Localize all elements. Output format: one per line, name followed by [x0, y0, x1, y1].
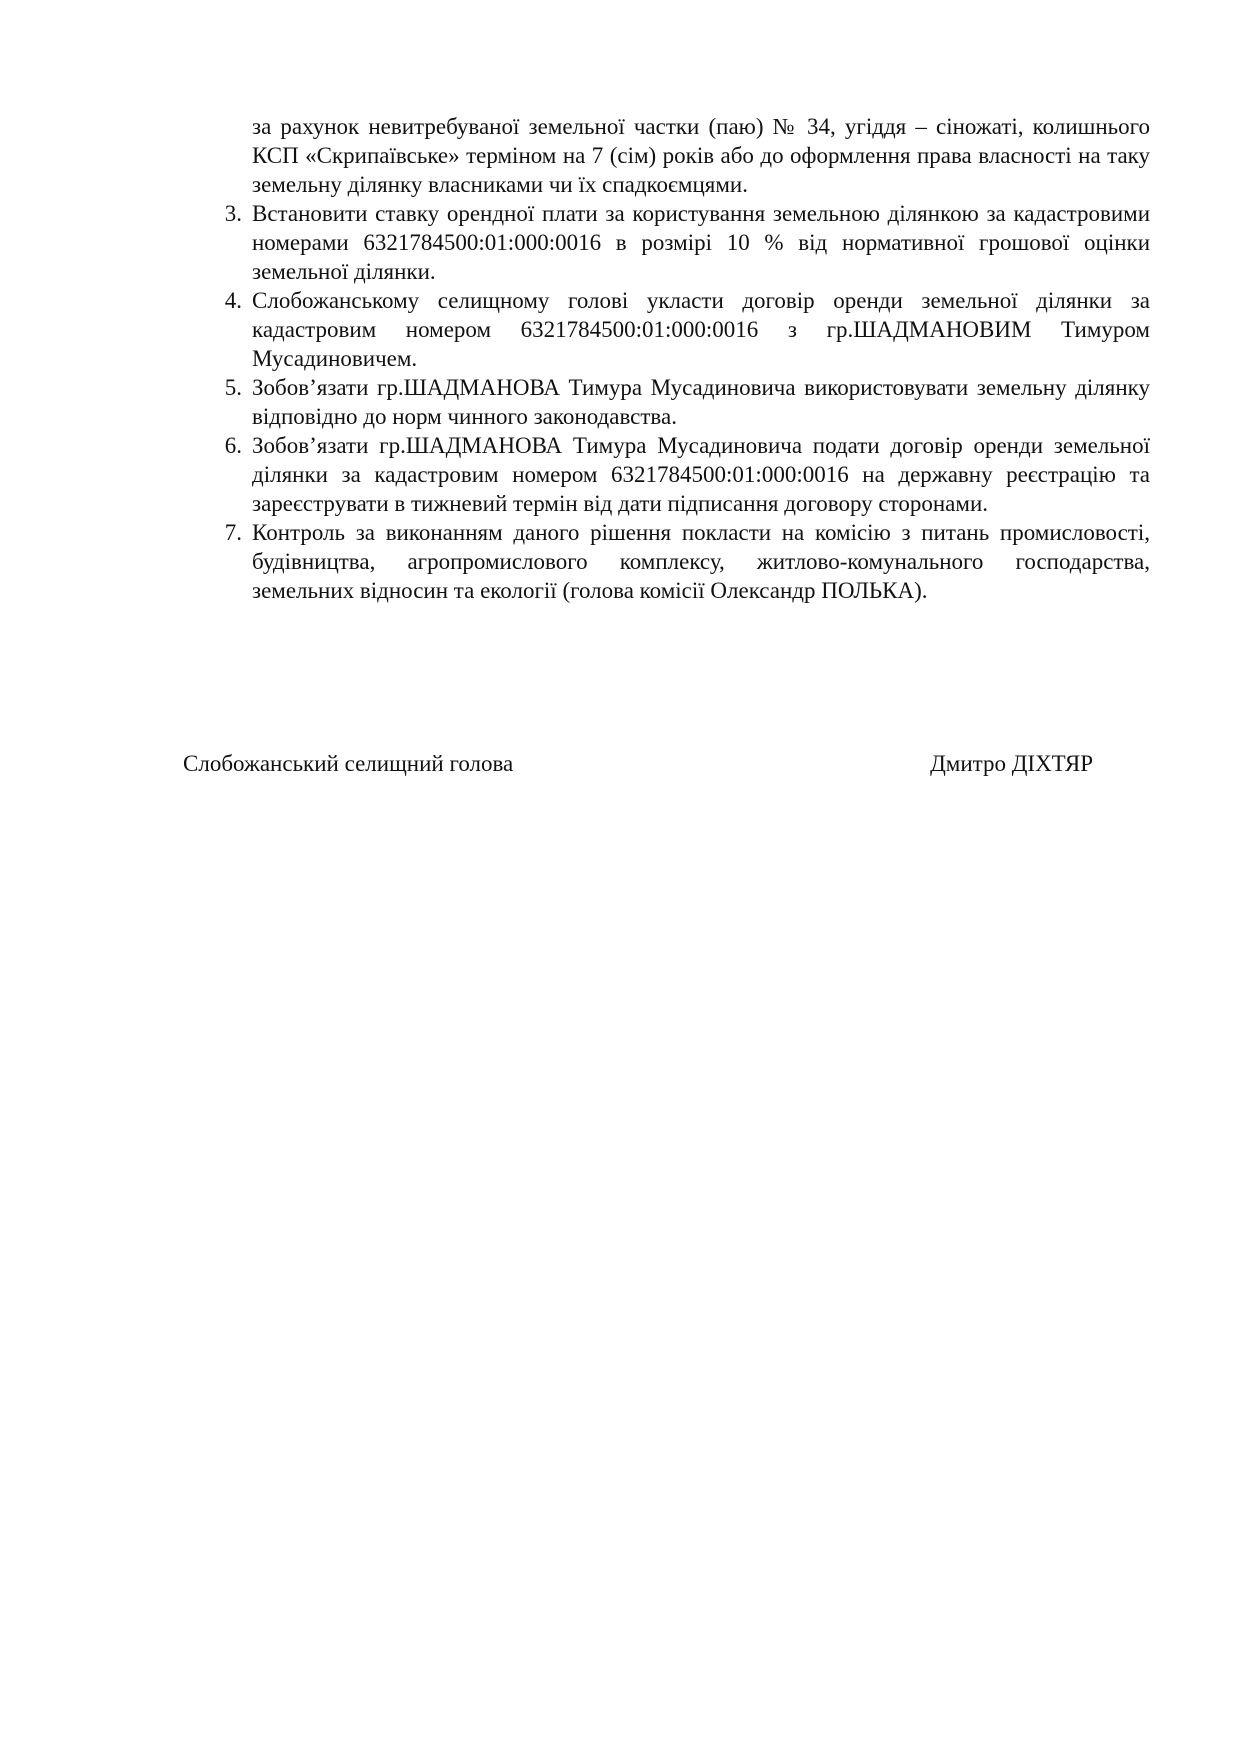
item-text: Слобожанському селищному голові укласти договір оренди земельної ділянки за кадастровим номером 6321784500:01:000:0016 з гр.ШАДМАНОВИМ Тимуром Мусадиновичем. [252, 288, 1150, 371]
decision-item-6 [224, 431, 1150, 518]
document-body [224, 112, 1150, 605]
item-text: Контроль за виконанням даного рішення покласти на комісію з питань промисловості, будівництва, агропромислового комплексу, житлово-комунального господарства, земельних відносин та екології (голова комісії Олександр ПОЛЬКА). [252, 520, 1150, 603]
item-number: 5. [224, 375, 242, 400]
item-number: 6. [224, 433, 242, 458]
item-number: 7. [224, 520, 242, 545]
paragraph-continuation: за рахунок невитребуваної земельної частки (паю) № 34, угіддя – сіножаті, колишнього КСП «Скрипаївське» терміном на 7 (сім) років або до оформлення права власності на таку земельну ділянку власниками чи їх спадкоємцями. [252, 114, 1150, 197]
decision-item-7 [224, 518, 1150, 605]
decision-item-3 [224, 199, 1150, 286]
signatory-title: Слобожанський селищний голова [183, 751, 514, 776]
item-number: 4. [224, 288, 242, 313]
item-number: 3. [224, 201, 242, 226]
item-text: Встановити ставку орендної плати за користування земельною ділянкою за кадастровими номерами 6321784500:01:000:0016 в розмірі 10 % від нормативної грошової оцінки земельної ділянки. [252, 201, 1150, 284]
decision-item-5 [224, 373, 1150, 431]
item-text: Зобов’язати гр.ШАДМАНОВА Тимура Мусадиновича подати договір оренди земельної ділянки за кадастровим номером 6321784500:01:000:0016 на державну реєстрацію та зареєструвати в тижневий термін від дати підписання договору сторонами. [252, 433, 1150, 516]
item-text: Зобов’язати гр.ШАДМАНОВА Тимура Мусадиновича використовувати земельну ділянку відповідно до норм чинного законодавства. [252, 375, 1150, 429]
decision-items-list [224, 199, 1150, 605]
decision-item-4 [224, 286, 1150, 373]
signatory-name: Дмитро ДІХТЯР [930, 751, 1093, 776]
